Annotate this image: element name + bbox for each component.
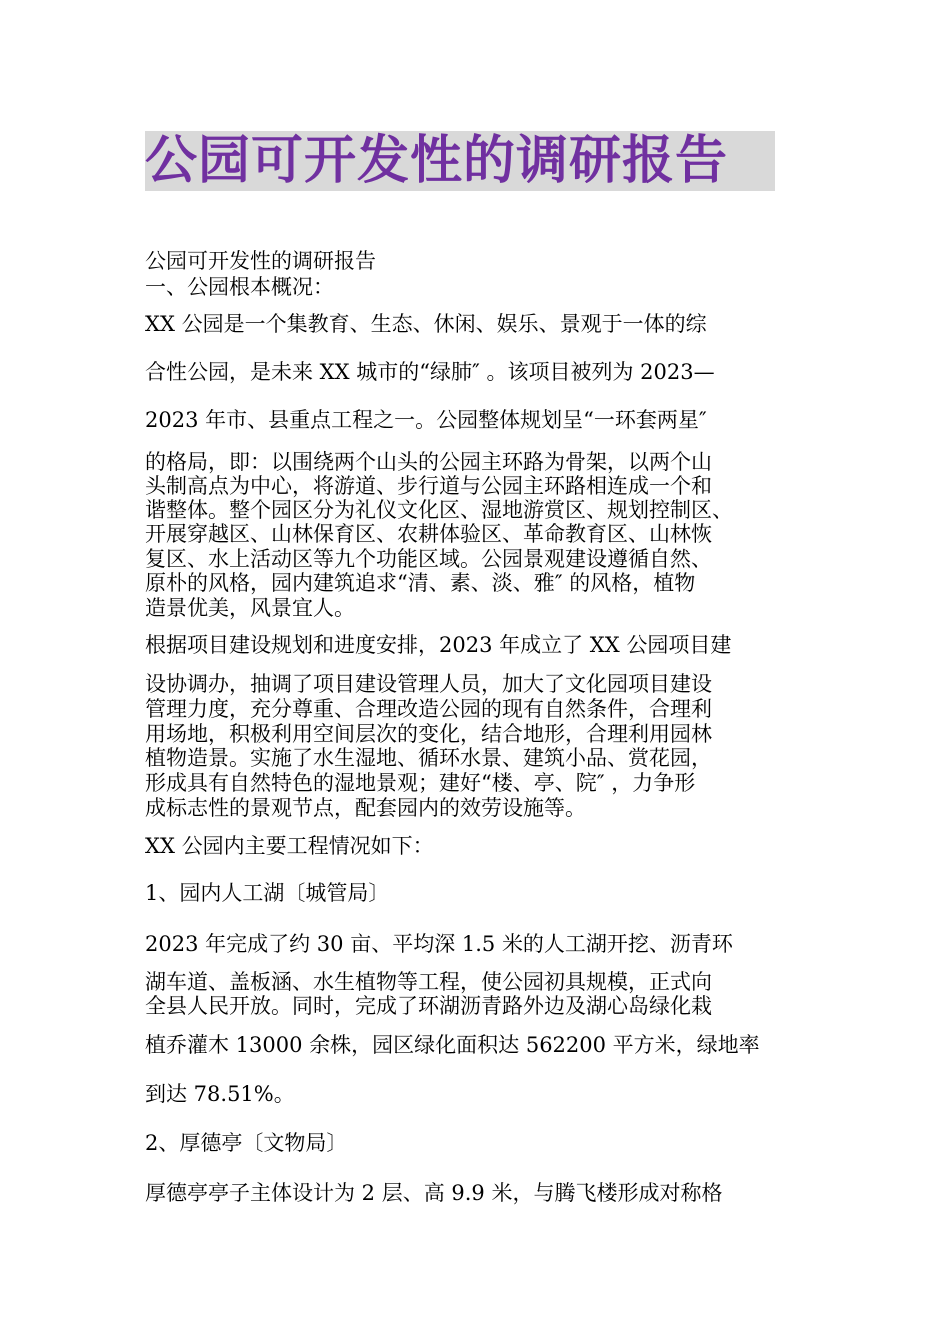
text-line: 原朴的风格，园内建筑追求“清、素、淡、雅″ 的风格，植物 bbox=[145, 571, 696, 595]
text-line: 1、园内人工湖〔城管局〕 bbox=[145, 881, 390, 905]
text-line: 形成具有自然特色的湿地景观；建好“楼、亭、院″ ，力争形 bbox=[145, 771, 696, 795]
text-line: 植物造景。实施了水生湿地、循环水景、建筑小品、赏花园， bbox=[145, 746, 712, 770]
text-line: 复区、水上活动区等九个功能区域。公园景观建设遵循自然、 bbox=[145, 547, 712, 571]
text-line: 公园可开发性的调研报告 bbox=[145, 249, 376, 273]
text-line: 造景优美，风景宜人。 bbox=[145, 596, 355, 620]
text-line: 2、厚德亭〔文物局〕 bbox=[145, 1131, 348, 1155]
text-line: 厚德亭亭子主体设计为 2 层、高 9.9 米，与腾飞楼形成对称格 bbox=[145, 1181, 723, 1205]
text-line: 2023 年市、县重点工程之一。公园整体规划呈“一环套两星″ bbox=[145, 408, 707, 432]
text-line: 全县人民开放。同时，完成了环湖沥青路外边及湖心岛绿化栽 bbox=[145, 994, 712, 1018]
text-line: 管理力度，充分尊重、合理改造公园的现有自然条件，合理利 bbox=[145, 697, 712, 721]
document-title: 公园可开发性的调研报告 bbox=[145, 131, 729, 191]
text-line: 2023 年完成了约 30 亩、平均深 1.5 米的人工湖开挖、沥青环 bbox=[145, 932, 733, 956]
text-line: 合性公园，是未来 XX 城市的“绿肺″ 。该项目被列为 2023— bbox=[145, 360, 715, 384]
text-line: 植乔灌木 13000 余株，园区绿化面积达 562200 平方米，绿地率 bbox=[145, 1033, 760, 1057]
text-line: 一、公园根本概况： bbox=[145, 275, 334, 299]
text-line: 的格局，即：以围绕两个山头的公园主环路为骨架，以两个山 bbox=[145, 450, 712, 474]
text-line: 到达 78.51%。 bbox=[145, 1082, 295, 1106]
text-line: 根据项目建设规划和进度安排，2023 年成立了 XX 公园项目建 bbox=[145, 633, 732, 657]
text-line: XX 公园是一个集教育、生态、休闲、娱乐、景观于一体的综 bbox=[145, 312, 707, 336]
text-line: 用场地，积极利用空间层次的变化，结合地形，合理利用园林 bbox=[145, 722, 712, 746]
text-line: 谐整体。整个园区分为礼仪文化区、湿地游赏区、规划控制区、 bbox=[145, 498, 733, 522]
text-line: 开展穿越区、山林保育区、农耕体验区、革命教育区、山林恢 bbox=[145, 522, 712, 546]
title-highlight bbox=[145, 131, 775, 191]
text-line: XX 公园内主要工程情况如下： bbox=[145, 834, 434, 858]
text-line: 头制高点为中心，将游道、步行道与公园主环路相连成一个和 bbox=[145, 474, 712, 498]
text-line: 设协调办，抽调了项目建设管理人员，加大了文化园项目建设 bbox=[145, 672, 712, 696]
text-line: 成标志性的景观节点，配套园内的效劳设施等。 bbox=[145, 796, 586, 820]
text-line: 湖车道、盖板涵、水生植物等工程，使公园初具规模，正式向 bbox=[145, 970, 712, 994]
